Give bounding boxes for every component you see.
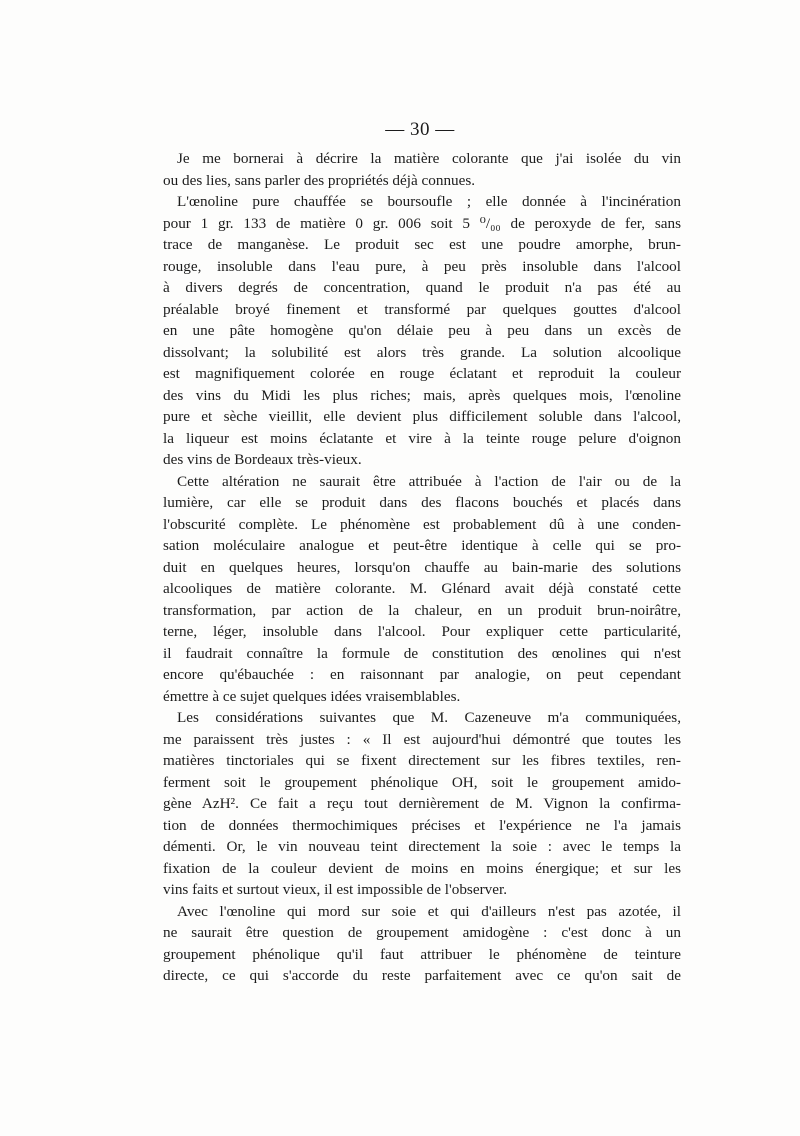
text-line: ne saurait être question de groupement amidogène : c'est donc à un [163,924,681,941]
text-line: Les considérations suivantes que M. Cazeneuve m'a communiquées, [177,709,681,726]
text-line: lumière, car elle se produit dans des flacons bouchés et placés dans [163,494,681,511]
text-line: encore qu'ébauchée : en raisonnant par analogie, on peut cependant [163,666,681,683]
text-line: des vins du Midi les plus riches; mais, après quelques mois, l'œnoline [163,386,681,404]
text-line: gène AzH². Ce fait a reçu tout dernièrement de M. Vignon la confirma- [163,795,681,812]
text-line: il faudrait connaître la formule de constitution des œnolines qui n'est [163,644,681,662]
text-line: fixation de la couleur devient de moins en moins énergique; et sur les [163,859,681,877]
text-line: démenti. Or, le vin nouveau teint directement la soie : avec le temps la [163,838,681,855]
text-line: préalable broyé finement et transformé par quelques gouttes d'alcool [163,300,681,318]
text-line: Cette altération ne saurait être attribuée à l'action de l'air ou de la [177,472,681,490]
text-line: groupement phénolique qu'il faut attribuer le phénomène de teinture [163,945,681,963]
text-line: Avec l'œnoline qui mord sur soie et qui d'ailleurs n'est pas azotée, il [177,902,681,920]
text-line: duit en quelques heures, lorsqu'on chauffe au bain-marie des solutions [163,558,681,576]
body-text [163,148,681,987]
text-line: ferment soit le groupement phénolique OH, soit le groupement amido- [163,773,681,791]
text-line: terne, léger, insoluble dans l'alcool. Pour expliquer cette particularité, [163,623,681,640]
text-line: tion de données thermochimiques précises et l'expérience ne l'a jamais [163,816,681,834]
text-line: transformation, par action de la chaleur, en un produit brun-noirâtre, [163,601,681,619]
text-line: vins faits et surtout vieux, il est impossible de l'observer. [163,881,507,898]
text-line: Je me bornerai à décrire la matière colorante que j'ai isolée du vin [177,150,681,167]
text-line: trace de manganèse. Le produit sec est une poudre amorphe, brun- [163,236,681,253]
text-line: est magnifiquement colorée en rouge éclatant et reproduit la couleur [163,365,681,382]
text-line: des vins de Bordeaux très-vieux. [163,451,362,468]
text-line: matières tinctoriales qui se fixent directement sur les fibres textiles, ren- [163,752,681,769]
text-line: sation moléculaire analogue et peut-être identique à celle qui se pro- [163,537,681,554]
text-line: la liqueur est moins éclatante et vire à la teinte rouge pelure d'oignon [163,429,681,447]
text-line: directe, ce qui s'accorde du reste parfaitement avec ce qu'on sait de [163,967,681,984]
text-line: ou des lies, sans parler des propriétés déjà connues. [163,171,476,189]
text-line: rouge, insoluble dans l'eau pure, à peu près insoluble dans l'alcool [163,257,681,275]
text-line: à divers degrés de concentration, quand le produit n'a pas été au [163,279,681,296]
text-line: dissolvant; la solubilité est alors très grande. La solution alcoolique [163,343,681,361]
text-line: pour 1 gr. 133 de matière 0 gr. 006 soit 5 ⁰/₀₀ de peroxyde de fer, sans [163,214,681,232]
text-line: L'œnoline pure chauffée se boursoufle ; elle donnée à l'incinération [177,193,681,210]
text-line: l'obscurité complète. Le phénomène est probablement dû à une conden- [163,515,681,533]
text-line: me paraissent très justes : « Il est aujourd'hui démontré que toutes les [163,730,681,748]
text-line: en une pâte homogène qu'on délaie peu à peu dans un excès de [163,322,681,339]
page-number: — 30 — [385,119,455,140]
text-line: pure et sèche vieillit, elle devient plus difficilement soluble dans l'alcool, [163,408,681,425]
text-line: alcooliques de matière colorante. M. Glénard avait déjà constaté cette [163,580,681,597]
text-line: émettre à ce sujet quelques idées vraisemblables. [163,687,461,705]
